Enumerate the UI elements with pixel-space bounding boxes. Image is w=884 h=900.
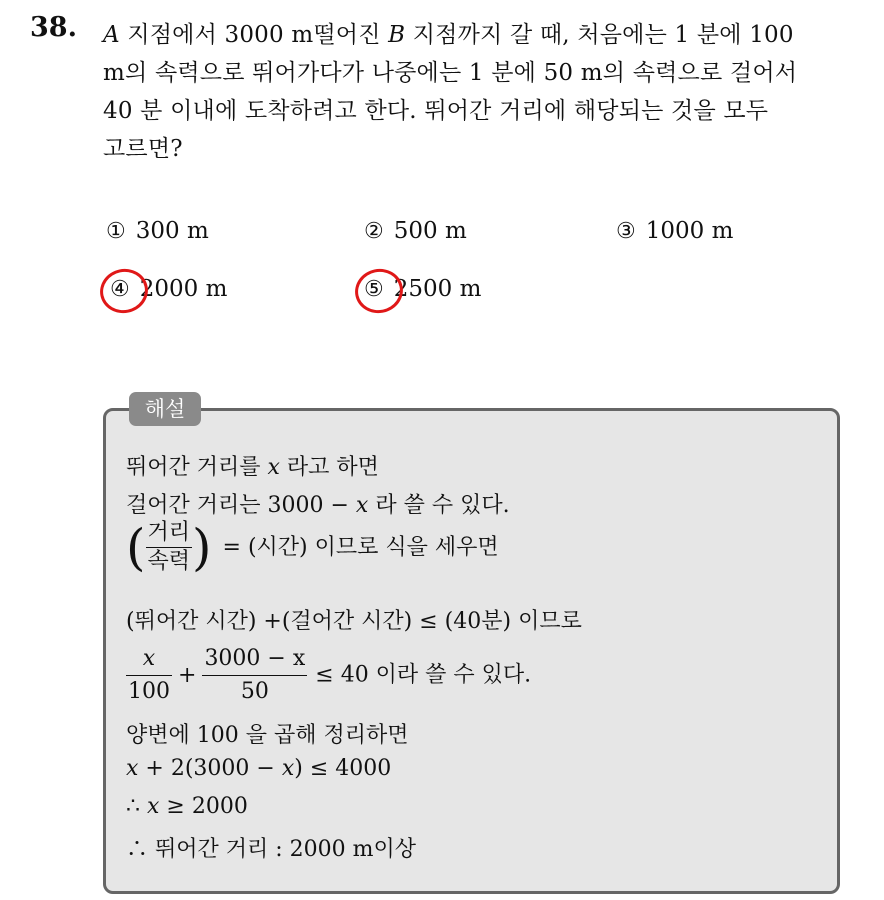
distance-speed-fraction bbox=[146, 522, 193, 573]
explanation-line-2 bbox=[126, 488, 510, 519]
choice-4-label: 2000 m bbox=[139, 276, 228, 302]
right-paren: ) bbox=[192, 518, 212, 577]
left-paren: ( bbox=[126, 518, 146, 577]
choice-5-number: ⑤ bbox=[364, 277, 384, 302]
fraction-denominator: 100 bbox=[128, 679, 170, 705]
question-number: 38. bbox=[30, 12, 77, 43]
fraction-denominator: 속력 bbox=[147, 549, 191, 574]
answer-mark-4 bbox=[96, 264, 152, 317]
choice-3-number: ③ bbox=[616, 219, 636, 244]
fraction-numerator: x bbox=[126, 646, 172, 676]
text-segment: 고르면? bbox=[103, 136, 183, 162]
fraction-numerator: 3000 − x bbox=[202, 646, 307, 676]
explanation-line-7 bbox=[126, 756, 391, 781]
text-segment: 지점에서 3000 m떨어진 bbox=[119, 22, 389, 48]
choice-2[interactable] bbox=[364, 218, 467, 244]
explanation-line-9: ∴ 뛰어간 거리 : 2000 m이상 bbox=[126, 837, 416, 862]
choice-2-number: ② bbox=[364, 219, 384, 244]
explanation-line-3-text: = (시간) 이므로 식을 세우면 bbox=[222, 534, 499, 560]
question-line-2 bbox=[103, 54, 797, 87]
math-variable: B bbox=[388, 22, 406, 48]
math-variable: x bbox=[126, 756, 139, 781]
question-line-1 bbox=[103, 16, 794, 49]
choice-2-label: 500 m bbox=[393, 218, 467, 244]
explanation-line-8 bbox=[126, 794, 248, 819]
choice-1[interactable] bbox=[106, 218, 209, 244]
text-segment: ≥ 2000 bbox=[159, 794, 248, 819]
text-segment: 40 분 이내에 도착하려고 한다. 뛰어간 거리에 해당되는 것을 모두 bbox=[103, 98, 769, 124]
text-segment: 라고 하면 bbox=[279, 455, 379, 480]
explanation-line-4: (뛰어간 시간) +(걸어간 시간) ≤ (40분) 이므로 bbox=[126, 609, 582, 634]
explanation-badge: 해설 bbox=[129, 392, 201, 426]
math-variable: x bbox=[267, 455, 280, 480]
math-variable: x bbox=[355, 493, 369, 518]
text-segment: 걸어간 거리는 3000 − bbox=[126, 493, 356, 518]
math-variable: x bbox=[281, 756, 295, 781]
explanation-line-5-text: ≤ 40 이라 쓸 수 있다. bbox=[315, 662, 532, 688]
fraction-denominator: 50 bbox=[240, 679, 269, 705]
choice-1-label: 300 m bbox=[135, 218, 209, 244]
explanation-line-1 bbox=[126, 450, 379, 481]
question-line-3 bbox=[103, 92, 768, 125]
choice-5-label: 2500 m bbox=[393, 276, 482, 302]
explanation-line-3 bbox=[126, 518, 499, 577]
explanation-line-5 bbox=[126, 646, 531, 706]
choice-4-number: ④ bbox=[110, 277, 130, 302]
run-time-fraction bbox=[126, 646, 172, 706]
math-variable: x bbox=[147, 794, 160, 819]
choice-1-number: ① bbox=[106, 219, 126, 244]
text-segment: + 2(3000 − bbox=[138, 756, 282, 781]
text-segment: 라 쓸 수 있다. bbox=[368, 493, 510, 518]
choice-3[interactable] bbox=[616, 218, 733, 244]
walk-time-fraction bbox=[202, 646, 307, 706]
text-segment: ) ≤ 4000 bbox=[294, 756, 392, 781]
text-segment: ∴ bbox=[126, 794, 147, 819]
explanation-line-6: 양변에 100 을 곱해 정리하면 bbox=[126, 723, 409, 748]
text-segment: 뛰어간 거리를 bbox=[126, 455, 268, 480]
answer-mark-5 bbox=[351, 264, 407, 317]
plus-sign: + bbox=[178, 662, 197, 688]
fraction-numerator: 거리 bbox=[146, 522, 193, 548]
text-segment: 지점까지 갈 때, 처음에는 1 분에 100 bbox=[405, 22, 794, 48]
math-variable: A bbox=[103, 22, 120, 48]
text-segment: m의 속력으로 뛰어가다가 나중에는 1 분에 50 m의 속력으로 걸어서 bbox=[103, 60, 798, 86]
choice-3-label: 1000 m bbox=[645, 218, 734, 244]
question-line-4 bbox=[103, 130, 183, 163]
